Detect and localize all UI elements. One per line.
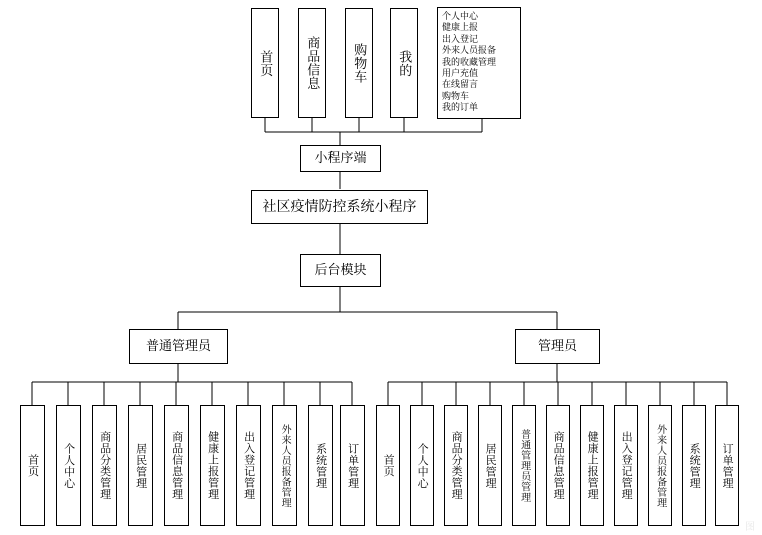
- normal-admin-item-goods-category-label: 商品分类管理: [98, 431, 111, 500]
- normal-admin-item-home-label: 首页: [26, 454, 39, 477]
- admin-item-personal-center[interactable]: [410, 405, 434, 526]
- admin-item-access-register-label: 出入登记管理: [620, 431, 633, 500]
- node-root-system-label: 社区疫情防控系统小程序: [262, 198, 417, 215]
- admin-item-health-report[interactable]: [580, 405, 604, 526]
- normal-admin-item-resident[interactable]: [128, 405, 153, 526]
- normal-admin-item-home[interactable]: [20, 405, 45, 526]
- mine-submenu-item-7[interactable]: 购物车: [442, 90, 470, 101]
- miniprogram-tab-goods-info-label: 商品信息: [305, 36, 321, 90]
- mine-submenu-item-3[interactable]: 外来人员报备: [442, 45, 497, 56]
- normal-admin-item-goods-category[interactable]: [92, 405, 117, 526]
- mine-submenu-item-5[interactable]: 用户充值: [442, 68, 479, 79]
- node-root-system[interactable]: [251, 190, 428, 224]
- mine-submenu-item-0[interactable]: 个人中心: [442, 11, 479, 21]
- normal-admin-item-personal-center[interactable]: [56, 405, 81, 526]
- admin-item-visitor-report-label: 外来人员报备管理: [654, 423, 666, 508]
- normal-admin-item-system[interactable]: [308, 405, 333, 526]
- mine-submenu-list[interactable]: [437, 7, 521, 119]
- admin-item-access-register[interactable]: [614, 405, 638, 526]
- mine-submenu-item-1[interactable]: 健康上报: [442, 22, 479, 33]
- node-miniprogram-label: 小程序端: [314, 150, 367, 166]
- mine-submenu-item-8[interactable]: 我的订单: [442, 102, 479, 113]
- miniprogram-tab-home[interactable]: [251, 8, 279, 118]
- normal-admin-item-order-label: 订单管理: [346, 442, 359, 489]
- admin-item-order[interactable]: [715, 405, 739, 526]
- admin-item-home-label: 首页: [382, 454, 395, 477]
- miniprogram-tab-home-label: 首页: [258, 49, 274, 77]
- node-backend-module-label: 后台模块: [314, 262, 367, 278]
- admin-item-personal-center-label: 个人中心: [416, 442, 429, 489]
- normal-admin-item-goods-info[interactable]: [164, 405, 189, 526]
- node-backend-module[interactable]: [300, 254, 381, 287]
- admin-item-visitor-report[interactable]: [648, 405, 672, 526]
- normal-admin-item-visitor-report[interactable]: [272, 405, 297, 526]
- normal-admin-item-resident-label: 居民管理: [134, 442, 147, 489]
- node-role-normal-admin[interactable]: [129, 329, 228, 364]
- mine-submenu-item-2[interactable]: 出入登记: [442, 33, 479, 44]
- watermark: 图: [745, 522, 756, 533]
- admin-item-resident[interactable]: [478, 405, 502, 526]
- admin-item-system[interactable]: [682, 405, 706, 526]
- normal-admin-item-visitor-report-label: 外来人员报备管理: [279, 423, 291, 508]
- normal-admin-item-health-report[interactable]: [200, 405, 225, 526]
- node-role-normal-admin-label: 普通管理员: [145, 338, 211, 354]
- admin-item-goods-category[interactable]: [444, 405, 468, 526]
- admin-item-goods-category-label: 商品分类管理: [450, 431, 463, 500]
- normal-admin-item-goods-info-label: 商品信息管理: [170, 431, 183, 500]
- miniprogram-tab-cart-label: 购物车: [352, 42, 368, 84]
- admin-item-goods-info-label: 商品信息管理: [552, 431, 565, 500]
- admin-item-resident-label: 居民管理: [484, 442, 497, 489]
- normal-admin-item-access-register[interactable]: [236, 405, 261, 526]
- admin-item-health-report-label: 健康上报管理: [586, 431, 599, 500]
- miniprogram-tab-goods-info[interactable]: [298, 8, 326, 118]
- node-miniprogram[interactable]: [300, 145, 381, 172]
- miniprogram-tab-cart[interactable]: [345, 8, 373, 118]
- miniprogram-tab-mine-label: 我的: [397, 49, 413, 77]
- normal-admin-item-health-report-label: 健康上报管理: [206, 431, 219, 500]
- normal-admin-item-personal-center-label: 个人中心: [62, 442, 75, 489]
- admin-item-goods-info[interactable]: [546, 405, 570, 526]
- normal-admin-item-system-label: 系统管理: [314, 442, 327, 489]
- mine-submenu-item-6[interactable]: 在线留言: [442, 79, 479, 90]
- admin-item-order-label: 订单管理: [721, 442, 734, 489]
- admin-item-normal-admin-manage-label: 普通管理员管理: [518, 428, 530, 503]
- miniprogram-tab-mine[interactable]: [390, 8, 418, 118]
- admin-item-system-label: 系统管理: [688, 442, 701, 489]
- mine-submenu-item-4[interactable]: 我的收藏管理: [442, 56, 497, 67]
- normal-admin-item-access-register-label: 出入登记管理: [242, 431, 255, 500]
- node-role-admin-label: 管理员: [537, 338, 577, 354]
- admin-item-home[interactable]: [376, 405, 400, 526]
- admin-item-normal-admin-manage[interactable]: [512, 405, 536, 526]
- node-role-admin[interactable]: [515, 329, 600, 364]
- normal-admin-item-order[interactable]: [340, 405, 365, 526]
